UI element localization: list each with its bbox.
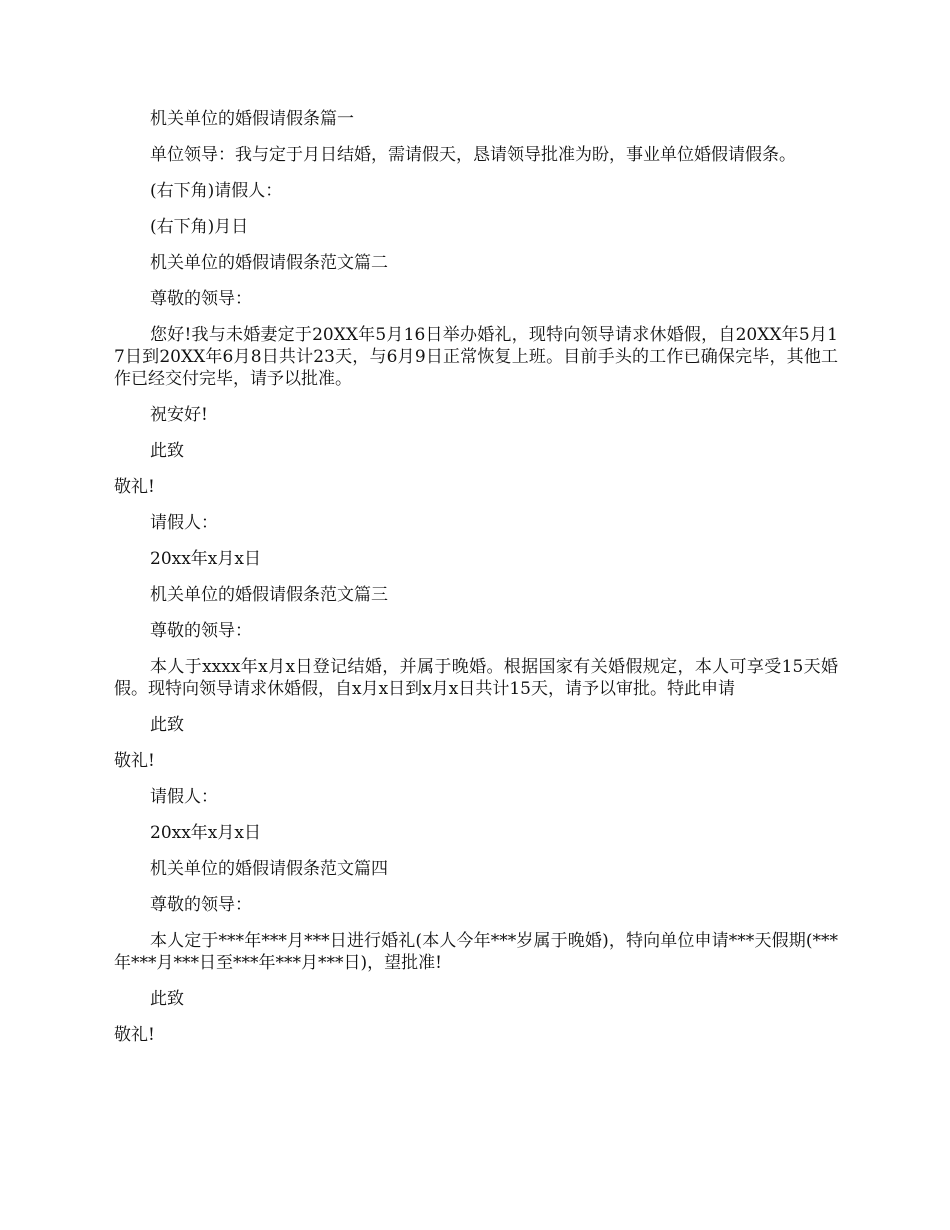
body-paragraph: 您好!我与未婚妻定于20XX年5月16日举办婚礼，现特向领导请求休婚假，自20XX年5月17日到20XX年6月8日共计23天，与6月9日正常恢复上班。目前手头的工作已确保完毕，其他工作已经交付完毕，请予以批准。 (114, 325, 838, 389)
closing-line: 此致 (150, 441, 184, 461)
date-line: 20xx年x月x日 (150, 549, 261, 569)
salutation: 尊敬的领导： (150, 621, 252, 641)
closing-line: 此致 (150, 715, 184, 735)
salutation: 尊敬的领导： (150, 895, 252, 915)
closing-line: 敬礼! (114, 1025, 155, 1045)
closing-line: 此致 (150, 989, 184, 1009)
date-line: 20xx年x月x日 (150, 823, 261, 843)
date-line: (右下角)月日 (150, 217, 249, 237)
closing-line: 祝安好! (150, 405, 208, 425)
body-paragraph: 单位领导：我与定于月日结婚，需请假天，恳请领导批准为盼，事业单位婚假请假条。 (150, 145, 796, 165)
document-body (114, 108, 838, 1060)
body-paragraph: 本人于xxxx年x月x日登记结婚，并属于晚婚。根据国家有关婚假规定，本人可享受15天婚假。现特向领导请求休婚假，自x月x日到x月x日共计15天，请予以审批。特此申请 (114, 657, 838, 699)
signature-line: (右下角)请假人： (150, 181, 283, 201)
section-title: 机关单位的婚假请假条篇一 (150, 109, 354, 129)
signature-line: 请假人： (150, 787, 218, 807)
body-paragraph: 本人定于***年***月***日进行婚礼(本人今年***岁属于晚婚)，特向单位申请***天假期(***年***月***日至***年***月***日)，望批准! (114, 931, 838, 973)
section-title: 机关单位的婚假请假条范文篇二 (150, 253, 388, 273)
salutation: 尊敬的领导： (150, 289, 252, 309)
signature-line: 请假人： (150, 513, 218, 533)
section-title: 机关单位的婚假请假条范文篇四 (150, 859, 388, 879)
section-title: 机关单位的婚假请假条范文篇三 (150, 585, 388, 605)
closing-line: 敬礼! (114, 477, 155, 497)
closing-line: 敬礼! (114, 751, 155, 771)
